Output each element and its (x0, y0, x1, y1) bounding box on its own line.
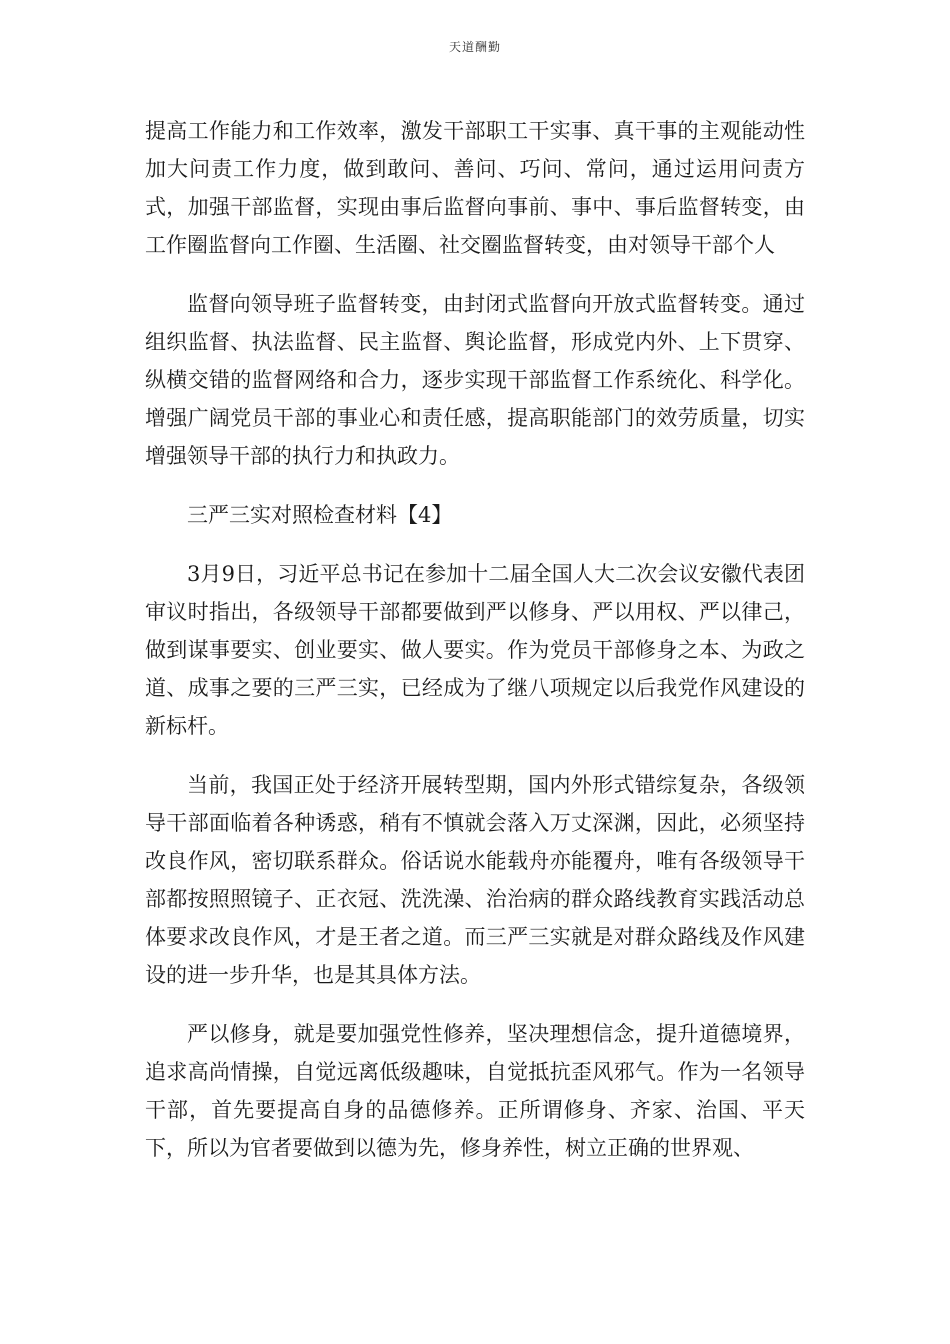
paragraph-4: 当前，我国正处于经济开展转型期，国内外形式错综复杂，各级领导干部面临着各种诱惑，稍有不慎就会落入万丈深渊，因此，必须坚持改良作风，密切联系群众。俗话说水能载舟亦能覆舟，唯有各级领导干部都按照照镜子、正衣冠、洗洗澡、治治病的群众路线教育实践活动总体要求改良作风，才是王者之道。而三严三实就是对群众路线及作风建设的进一步升华，也是其具体方法。 (145, 773, 805, 987)
paragraph-5: 严以修身，就是要加强党性修养，坚决理想信念，提升道德境界，追求高尚情操，自觉远离低级趣味，自觉抵抗歪风邪气。作为一名领导干部，首先要提高自身的品德修养。正所谓修身、齐家、治国、平天下，所以为官者要做到以德为先，修身养性，树立正确的世界观、 (145, 1022, 805, 1160)
document-body (145, 112, 805, 1188)
paragraph-3: 3月9日，习近平总书记在参加十二届全国人大二次会议安徽代表团审议时指出，各级领导干部都要做到严以修身、严以用权、严以律己，做到谋事要实、创业要实、做人要实。作为党员干部修身之本、为政之道、成事之要的三严三实，已经成为了继八项规定以后我党作风建设的新标杆。 (145, 562, 805, 738)
page-header: 天道酬勤 (448, 40, 501, 54)
paragraph-2: 监督向领导班子监督转变，由封闭式监督向开放式监督转变。通过组织监督、执法监督、民主监督、舆论监督，形成党内外、上下贯穿、纵横交错的监督网络和合力，逐步实现干部监督工作系统化、科学化。增强广阔党员干部的事业心和责任感，提高职能部门的效劳质量，切实增强领导干部的执行力和执政力。 (145, 292, 805, 468)
paragraph-1: 提高工作能力和工作效率，激发干部职工干实事、真干事的主观能动性加大问责工作力度，做到敢问、善问、巧问、常问，通过运用问责方式，加强干部监督，实现由事后监督向事前、事中、事后监督转变，由工作圈监督向工作圈、生活圈、社交圈监督转变，由对领导干部个人 (145, 119, 805, 257)
section-heading: 三严三实对照检查材料【4】 (187, 503, 453, 527)
